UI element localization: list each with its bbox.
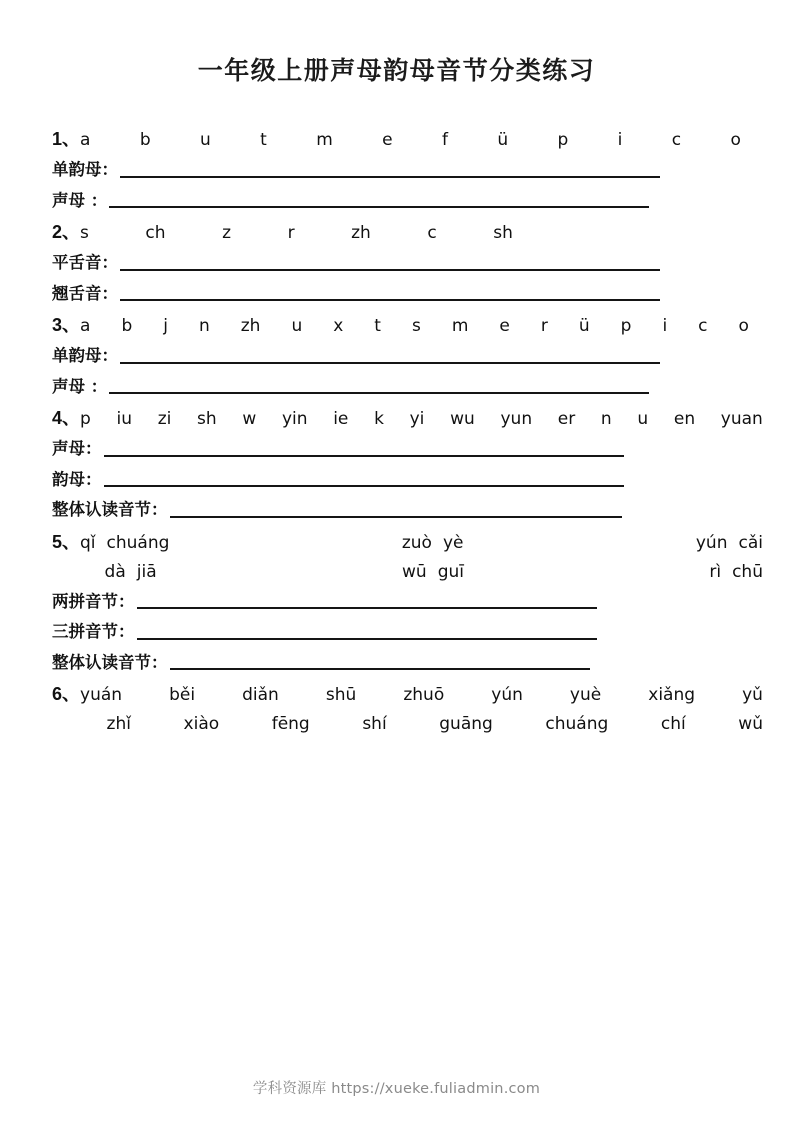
pinyin-token: n: [198, 316, 210, 336]
pinyin-token: zhuō: [403, 685, 445, 705]
pinyin-token: chuáng: [545, 714, 609, 734]
answer-blank-line[interactable]: [170, 516, 622, 518]
pinyin-token: ü: [497, 130, 509, 150]
word-group: [362, 716, 386, 733]
pinyin-token: sh: [197, 409, 217, 429]
pinyin-token: wū: [402, 561, 427, 582]
pinyin-token: z: [222, 223, 232, 243]
exercise-6-word-groups-2: [107, 716, 763, 733]
answer-row: [52, 469, 763, 490]
pinyin-token: zh: [240, 316, 261, 336]
pinyin-token: yun: [500, 409, 533, 429]
word-group: [326, 687, 356, 704]
pinyin-token: jiā: [136, 561, 157, 582]
answer-label: 翘舌音：: [52, 283, 118, 303]
pinyin-token: a: [80, 316, 91, 336]
exercise-3-prompt: [52, 316, 763, 335]
answer-label: 三拼音节：: [52, 622, 135, 641]
answer-row: [52, 591, 763, 612]
answer-blank-line[interactable]: [120, 362, 660, 364]
pinyin-token: n: [600, 409, 612, 429]
answer-row: [52, 652, 763, 673]
exercise-4-items: [80, 411, 763, 428]
word-group: [272, 716, 310, 733]
pinyin-token: dà: [104, 561, 126, 582]
exercise-4: [52, 409, 763, 520]
answer-blank-line[interactable]: [120, 176, 660, 178]
exercise-5: [52, 533, 763, 673]
pinyin-token: sh: [493, 223, 513, 243]
pinyin-token: yi: [409, 409, 425, 429]
answer-label: 韵母：: [52, 469, 102, 489]
pinyin-token: shí: [362, 714, 387, 734]
pinyin-token: zi: [157, 409, 172, 429]
word-group: [242, 687, 279, 704]
pinyin-token: diǎn: [242, 685, 279, 705]
answer-row: [52, 624, 763, 642]
pinyin-token: u: [637, 409, 649, 429]
answer-label: 单韵母：: [52, 346, 118, 365]
word-group: [402, 561, 464, 582]
pinyin-token: s: [411, 316, 421, 336]
exercise-5-word-groups-2: [104, 561, 763, 582]
pinyin-token: chū: [732, 561, 763, 582]
exercise-1-prompt: [52, 130, 763, 149]
exercise-1-items: [80, 132, 763, 149]
pinyin-token: ch: [145, 223, 166, 243]
answer-label: 整体认读音节：: [52, 652, 168, 672]
pinyin-token: guī: [437, 561, 464, 582]
exercise-3-items: [80, 318, 763, 335]
pinyin-token: yǔ: [742, 685, 763, 705]
exercise-3: [52, 316, 763, 396]
word-group: [184, 716, 220, 733]
answer-row: [52, 162, 763, 180]
pinyin-token: yuè: [569, 685, 602, 705]
exercise-6-number: 6、: [52, 684, 81, 704]
pinyin-token: ü: [578, 316, 590, 336]
pinyin-token: yún: [695, 532, 728, 553]
pinyin-token: o: [738, 316, 749, 336]
exercise-1-number: 1、: [52, 129, 81, 149]
pinyin-token: k: [374, 409, 384, 429]
pinyin-token: er: [557, 409, 576, 429]
pinyin-token: u: [199, 130, 211, 150]
pinyin-token: fēng: [271, 714, 310, 734]
pinyin-token: iu: [116, 409, 132, 429]
word-group: [107, 716, 131, 733]
pinyin-token: p: [620, 316, 632, 336]
pinyin-token: zh: [351, 223, 371, 243]
pinyin-token: t: [374, 316, 381, 336]
pinyin-token: cǎi: [738, 532, 763, 553]
pinyin-token: e: [499, 316, 510, 336]
answer-blank-line[interactable]: [104, 455, 624, 457]
exercise-2: [52, 223, 763, 303]
exercise-4-number: 4、: [52, 408, 81, 428]
pinyin-token: i: [662, 316, 668, 336]
pinyin-token: shū: [325, 685, 357, 705]
exercise-4-prompt: [52, 409, 763, 428]
pinyin-token: yè: [442, 532, 464, 553]
pinyin-token: guāng: [439, 714, 493, 734]
pinyin-token: wǔ: [738, 714, 763, 734]
answer-blank-line[interactable]: [120, 269, 660, 271]
exercise-6-prompt-row-1: [52, 685, 763, 704]
word-group: [80, 532, 170, 553]
pinyin-token: r: [540, 316, 548, 336]
word-group: [570, 687, 601, 704]
pinyin-token: yún: [491, 685, 523, 705]
exercise-2-items: [80, 225, 763, 242]
answer-row: [52, 283, 763, 304]
pinyin-token: ie: [333, 409, 349, 429]
exercise-1: [52, 130, 763, 210]
answer-label: 声母 ：: [52, 190, 108, 210]
pinyin-token: a: [80, 130, 91, 150]
word-group: [695, 532, 763, 553]
pinyin-token: j: [163, 316, 168, 336]
answer-label: 声母：: [52, 439, 102, 458]
pinyin-token: wu: [450, 409, 475, 429]
pinyin-token: s: [80, 223, 89, 243]
pinyin-token: b: [139, 130, 151, 150]
pinyin-token: u: [291, 316, 303, 336]
pinyin-token: p: [80, 409, 91, 429]
pinyin-token: i: [617, 130, 623, 150]
answer-blank-line[interactable]: [170, 668, 590, 670]
pinyin-token: yuan: [720, 409, 763, 429]
answer-row: [52, 190, 763, 211]
answer-label: 声母 ：: [52, 376, 108, 396]
pinyin-token: t: [260, 130, 267, 150]
pinyin-token: w: [242, 409, 257, 429]
answer-row: [52, 376, 763, 397]
pinyin-token: qǐ: [80, 532, 96, 553]
exercise-6-word-groups-1: [80, 687, 763, 704]
pinyin-token: m: [316, 130, 333, 150]
pinyin-token: c: [698, 316, 708, 336]
answer-row: [52, 348, 763, 366]
exercise-3-number: 3、: [52, 315, 81, 335]
page-title: 一年级上册声母韵母音节分类练习: [197, 56, 596, 85]
word-group: [545, 716, 608, 733]
word-group: [403, 687, 444, 704]
answer-row: [52, 502, 763, 520]
pinyin-token: f: [441, 130, 448, 150]
word-group: [709, 561, 763, 582]
answer-label: 整体认读音节：: [52, 500, 168, 519]
answer-row: [52, 255, 763, 273]
answer-blank-line[interactable]: [109, 206, 649, 208]
pinyin-token: yuán: [80, 685, 123, 705]
word-group: [738, 716, 763, 733]
answer-row: [52, 441, 763, 459]
answer-blank-line[interactable]: [120, 299, 660, 301]
answer-blank-line[interactable]: [104, 485, 624, 487]
exercise-list: [0, 86, 793, 733]
exercise-5-prompt-row-2: [52, 563, 763, 581]
footer-watermark: 学科资源库 https://xueke.fuliadmin.com: [252, 1081, 541, 1097]
word-group: [169, 687, 195, 704]
pinyin-token: c: [671, 130, 682, 150]
pinyin-token: xiǎng: [648, 685, 696, 705]
word-group: [742, 687, 763, 704]
pinyin-token: rì: [709, 561, 722, 582]
word-group: [104, 561, 157, 582]
word-group: [439, 716, 493, 733]
exercise-6-prompt-row-2: [52, 715, 763, 733]
answer-blank-line[interactable]: [109, 392, 649, 394]
word-group: [401, 532, 464, 553]
exercise-2-prompt: [52, 223, 763, 242]
pinyin-token: x: [333, 316, 344, 336]
pinyin-token: e: [382, 130, 393, 150]
word-group: [80, 687, 122, 704]
answer-label: 单韵母：: [52, 160, 118, 179]
answer-label: 两拼音节：: [52, 591, 135, 611]
pinyin-token: běi: [169, 685, 196, 705]
pinyin-token: chuáng: [106, 532, 170, 553]
pinyin-token: c: [427, 223, 437, 243]
pinyin-token: zhǐ: [106, 714, 131, 734]
exercise-5-word-groups-1: [80, 532, 763, 553]
pinyin-token: p: [557, 130, 569, 150]
pinyin-token: xiào: [183, 714, 220, 734]
pinyin-token: r: [287, 223, 295, 243]
answer-label: 平舌音：: [52, 253, 118, 272]
pinyin-token: b: [121, 316, 133, 336]
word-group: [648, 687, 695, 704]
pinyin-token: m: [451, 316, 469, 336]
word-group: [491, 687, 523, 704]
pinyin-token: o: [730, 130, 741, 150]
exercise-2-number: 2、: [52, 222, 81, 242]
exercise-5-prompt-row-1: [52, 533, 763, 552]
pinyin-token: en: [673, 409, 696, 429]
word-group: [661, 716, 686, 733]
pinyin-token: zuò: [401, 532, 432, 553]
pinyin-token: chí: [660, 714, 686, 734]
exercise-6: [52, 685, 763, 733]
pinyin-token: yin: [281, 409, 308, 429]
answer-blank-line[interactable]: [137, 638, 597, 640]
exercise-5-number: 5、: [52, 531, 81, 552]
answer-blank-line[interactable]: [137, 607, 597, 609]
